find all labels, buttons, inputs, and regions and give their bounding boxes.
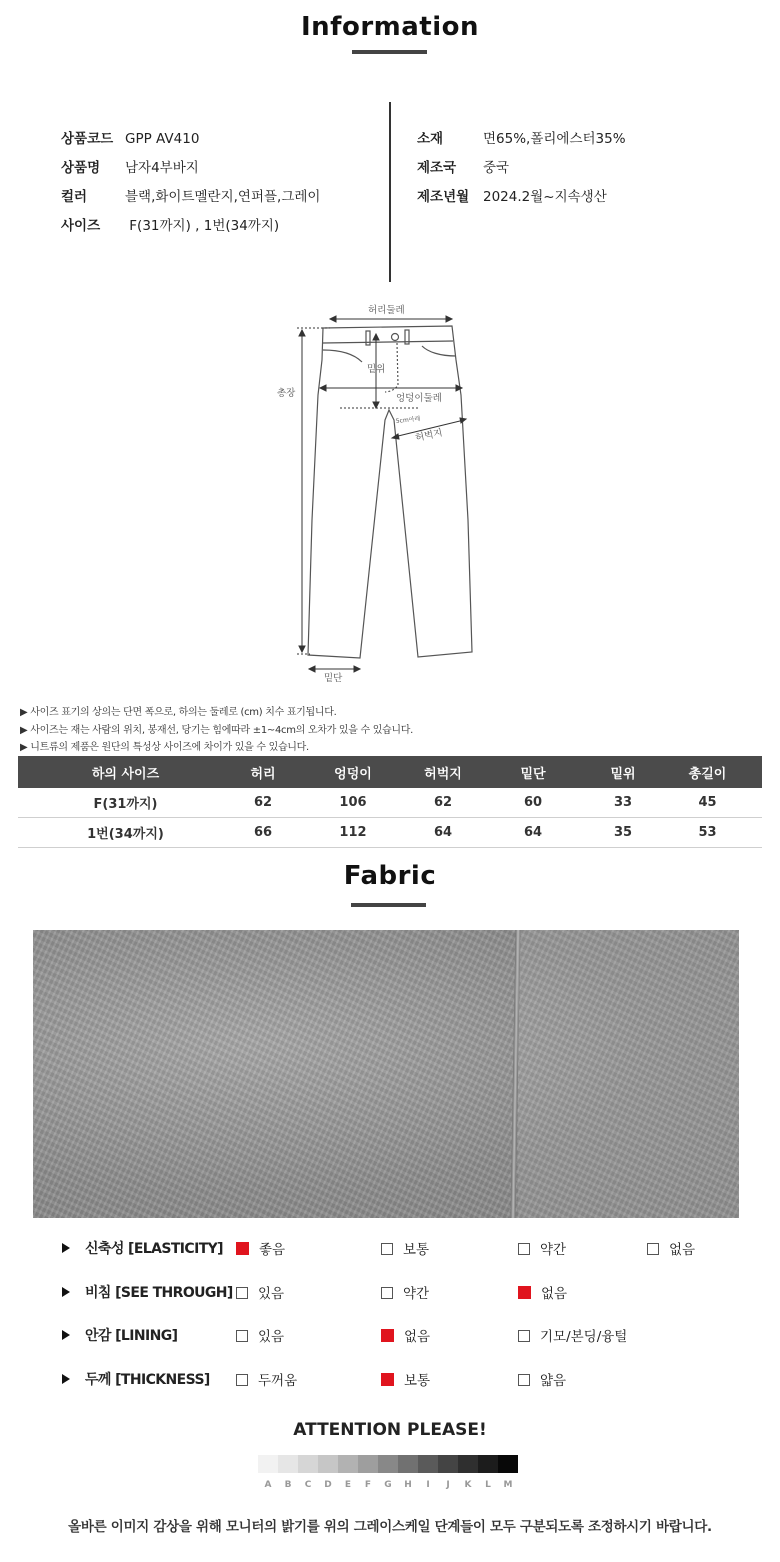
table-header: 허벅지 (413, 756, 473, 788)
table-header: 밑위 (593, 756, 653, 788)
info-value: 남자4부바지 (125, 160, 199, 176)
fabric-panel (518, 930, 739, 1218)
table-cell: 60 (473, 788, 593, 818)
table-cell: 35 (593, 818, 653, 848)
info-value: GPP AV410 (125, 131, 200, 147)
table-cell: 106 (293, 788, 413, 818)
see-through-option (236, 1282, 284, 1302)
info-label: 컬러 (61, 189, 88, 205)
table-cell: 64 (413, 818, 473, 848)
info-row-material (417, 127, 626, 147)
table-cell: 1번(34까지) (18, 818, 233, 848)
right-pocket (422, 346, 456, 356)
checkbox-unchecked (381, 1243, 393, 1255)
title-underline (351, 903, 426, 907)
lining-option (236, 1325, 284, 1345)
grayscale-step (358, 1455, 378, 1473)
option-text: 없음 (404, 1329, 431, 1345)
checkbox-unchecked (518, 1330, 530, 1342)
table-cell: 66 (233, 818, 293, 848)
checkbox-checked (518, 1286, 531, 1299)
table-cell: F(31까지) (18, 788, 233, 818)
table-header: 엉덩이 (293, 756, 413, 788)
grayscale-label: D (324, 1480, 332, 1490)
grayscale-step (458, 1455, 478, 1473)
grayscale-label: G (384, 1480, 392, 1490)
label-hem: 밑단 (324, 673, 343, 684)
table-row (18, 818, 762, 848)
grayscale-step (418, 1455, 438, 1473)
option-text: 있음 (258, 1329, 285, 1345)
lining-label: 안감 [LINING] (85, 1328, 178, 1344)
option-text: 좋음 (259, 1242, 286, 1258)
grayscale-label: I (426, 1480, 430, 1490)
grayscale-step (498, 1455, 518, 1473)
checkbox-unchecked (647, 1243, 659, 1255)
row-arrow-icon (62, 1330, 70, 1340)
grayscale-label: M (503, 1480, 513, 1490)
info-label: 제조년월 (417, 189, 470, 205)
waistband-line (323, 341, 453, 343)
grayscale-label: C (304, 1480, 312, 1490)
table-cell: 112 (293, 818, 413, 848)
elasticity-label: 신축성 [ELASTICITY] (85, 1241, 223, 1257)
table-header: 밑단 (473, 756, 593, 788)
title-underline (352, 50, 427, 54)
grayscale-step (338, 1455, 358, 1473)
grayscale-step (398, 1455, 418, 1473)
elasticity-option (518, 1238, 566, 1258)
label-hip: 엉덩이둘레 (396, 393, 442, 404)
table-header-row (18, 756, 762, 788)
thickness-option (518, 1369, 566, 1389)
info-row-date (417, 185, 607, 205)
info-label: 상품명 (61, 160, 101, 176)
size-note: ▶ 사이즈 표기의 상의는 단면 폭으로, 하의는 둘레로 (cm) 치수 표기됩니다. (20, 707, 337, 718)
info-value: 면65%,폴리에스터35% (483, 131, 626, 147)
info-value: F(31까지) , 1번(34까지) (125, 218, 280, 234)
info-label: 소재 (417, 131, 444, 147)
information-title: Information (300, 12, 480, 42)
size-note: ▶ 니트류의 제품은 원단의 특성상 사이즈에 차이가 있을 수 있습니다. (20, 742, 309, 753)
fabric-title: Fabric (343, 861, 437, 891)
grayscale-label: B (284, 1480, 292, 1490)
checkbox-checked (381, 1329, 394, 1342)
left-pocket (323, 350, 362, 362)
table-cell: 62 (413, 788, 473, 818)
grayscale-step (478, 1455, 498, 1473)
option-text: 있음 (258, 1286, 285, 1302)
label-thigh: 허벅지 (414, 427, 444, 444)
grayscale-step (278, 1455, 298, 1473)
checkbox-unchecked (236, 1330, 248, 1342)
label-rise: 밑위 (367, 364, 386, 375)
option-text: 없음 (541, 1286, 568, 1302)
info-divider (389, 102, 391, 282)
table-row (18, 788, 762, 818)
option-text: 없음 (669, 1242, 696, 1258)
pants-size-diagram (270, 298, 510, 690)
button (392, 334, 399, 341)
info-label: 제조국 (417, 160, 457, 176)
option-text: 얇음 (540, 1373, 567, 1389)
grayscale-step (438, 1455, 458, 1473)
lining-option (381, 1325, 430, 1345)
row-arrow-icon (62, 1287, 70, 1297)
grayscale-label: K (464, 1480, 472, 1490)
checkbox-unchecked (236, 1287, 248, 1299)
checkbox-unchecked (236, 1374, 248, 1386)
grayscale-label: F (364, 1480, 372, 1490)
size-table (18, 756, 762, 848)
option-text: 보통 (403, 1242, 430, 1258)
elasticity-option (381, 1238, 429, 1258)
grayscale-label: J (446, 1480, 450, 1490)
row-arrow-icon (62, 1374, 70, 1384)
grayscale-label: A (264, 1480, 272, 1490)
checkbox-checked (236, 1242, 249, 1255)
info-row-color (61, 185, 320, 205)
elasticity-option (647, 1238, 695, 1258)
table-cell: 45 (653, 788, 762, 818)
table-header: 허리 (233, 756, 293, 788)
label-thigh-offset: 5cm아래 (395, 415, 421, 425)
table-cell: 53 (653, 818, 762, 848)
label-length: 총장 (277, 388, 296, 399)
pants-outline (308, 326, 472, 658)
see-through-option (381, 1282, 429, 1302)
info-value: 블랙,화이트멜란지,연퍼플,그레이 (125, 189, 321, 205)
table-cell: 33 (593, 788, 653, 818)
option-text: 약간 (403, 1286, 430, 1302)
lining-option (518, 1325, 627, 1345)
checkbox-unchecked (518, 1374, 530, 1386)
grayscale-step (378, 1455, 398, 1473)
checkbox-unchecked (518, 1243, 530, 1255)
info-row-size (61, 214, 279, 234)
label-waist: 허리둘레 (368, 305, 405, 316)
info-row-code (61, 127, 199, 147)
row-arrow-icon (62, 1243, 70, 1253)
elasticity-option (236, 1238, 285, 1258)
table-cell: 64 (473, 818, 593, 848)
table-cell: 62 (233, 788, 293, 818)
option-text: 기모/본딩/융털 (540, 1329, 628, 1345)
fabric-photo (33, 930, 739, 1218)
table-header: 하의 사이즈 (18, 756, 233, 788)
see-through-option (518, 1282, 567, 1302)
option-text: 약간 (540, 1242, 567, 1258)
grayscale-step (298, 1455, 318, 1473)
thickness-option (381, 1369, 430, 1389)
thickness-option (236, 1369, 297, 1389)
attention-message: 올바른 이미지 감상을 위해 모니터의 밝기를 위의 그레이스케일 단계들이 모두 구분되도록 조정하시기 바랍니다. (68, 1519, 712, 1535)
info-label: 사이즈 (61, 218, 101, 234)
info-value: 중국 (483, 160, 510, 176)
grayscale-label: L (485, 1480, 491, 1490)
grayscale-label: H (404, 1480, 412, 1490)
attention-title: ATTENTION PLEASE! (293, 1420, 487, 1440)
info-label: 상품코드 (61, 131, 114, 147)
grayscale-step (318, 1455, 338, 1473)
option-text: 두꺼움 (258, 1373, 298, 1389)
info-row-name (61, 156, 199, 176)
info-value: 2024.2월~지속생산 (483, 189, 607, 205)
grayscale-label: E (344, 1480, 352, 1490)
checkbox-unchecked (381, 1287, 393, 1299)
see-through-label: 비침 [SEE THROUGH] (85, 1285, 233, 1301)
checkbox-checked (381, 1373, 394, 1386)
info-row-country (417, 156, 509, 176)
option-text: 보통 (404, 1373, 431, 1389)
table-header: 총길이 (653, 756, 762, 788)
fly-line (385, 343, 398, 392)
thickness-label: 두께 [THICKNESS] (85, 1372, 210, 1388)
size-note: ▶ 사이즈는 재는 사람의 위치, 봉재선, 당기는 힘에따라 ±1~4cm의 오차가 있을 수 있습니다. (20, 725, 414, 736)
grayscale-step (258, 1455, 278, 1473)
